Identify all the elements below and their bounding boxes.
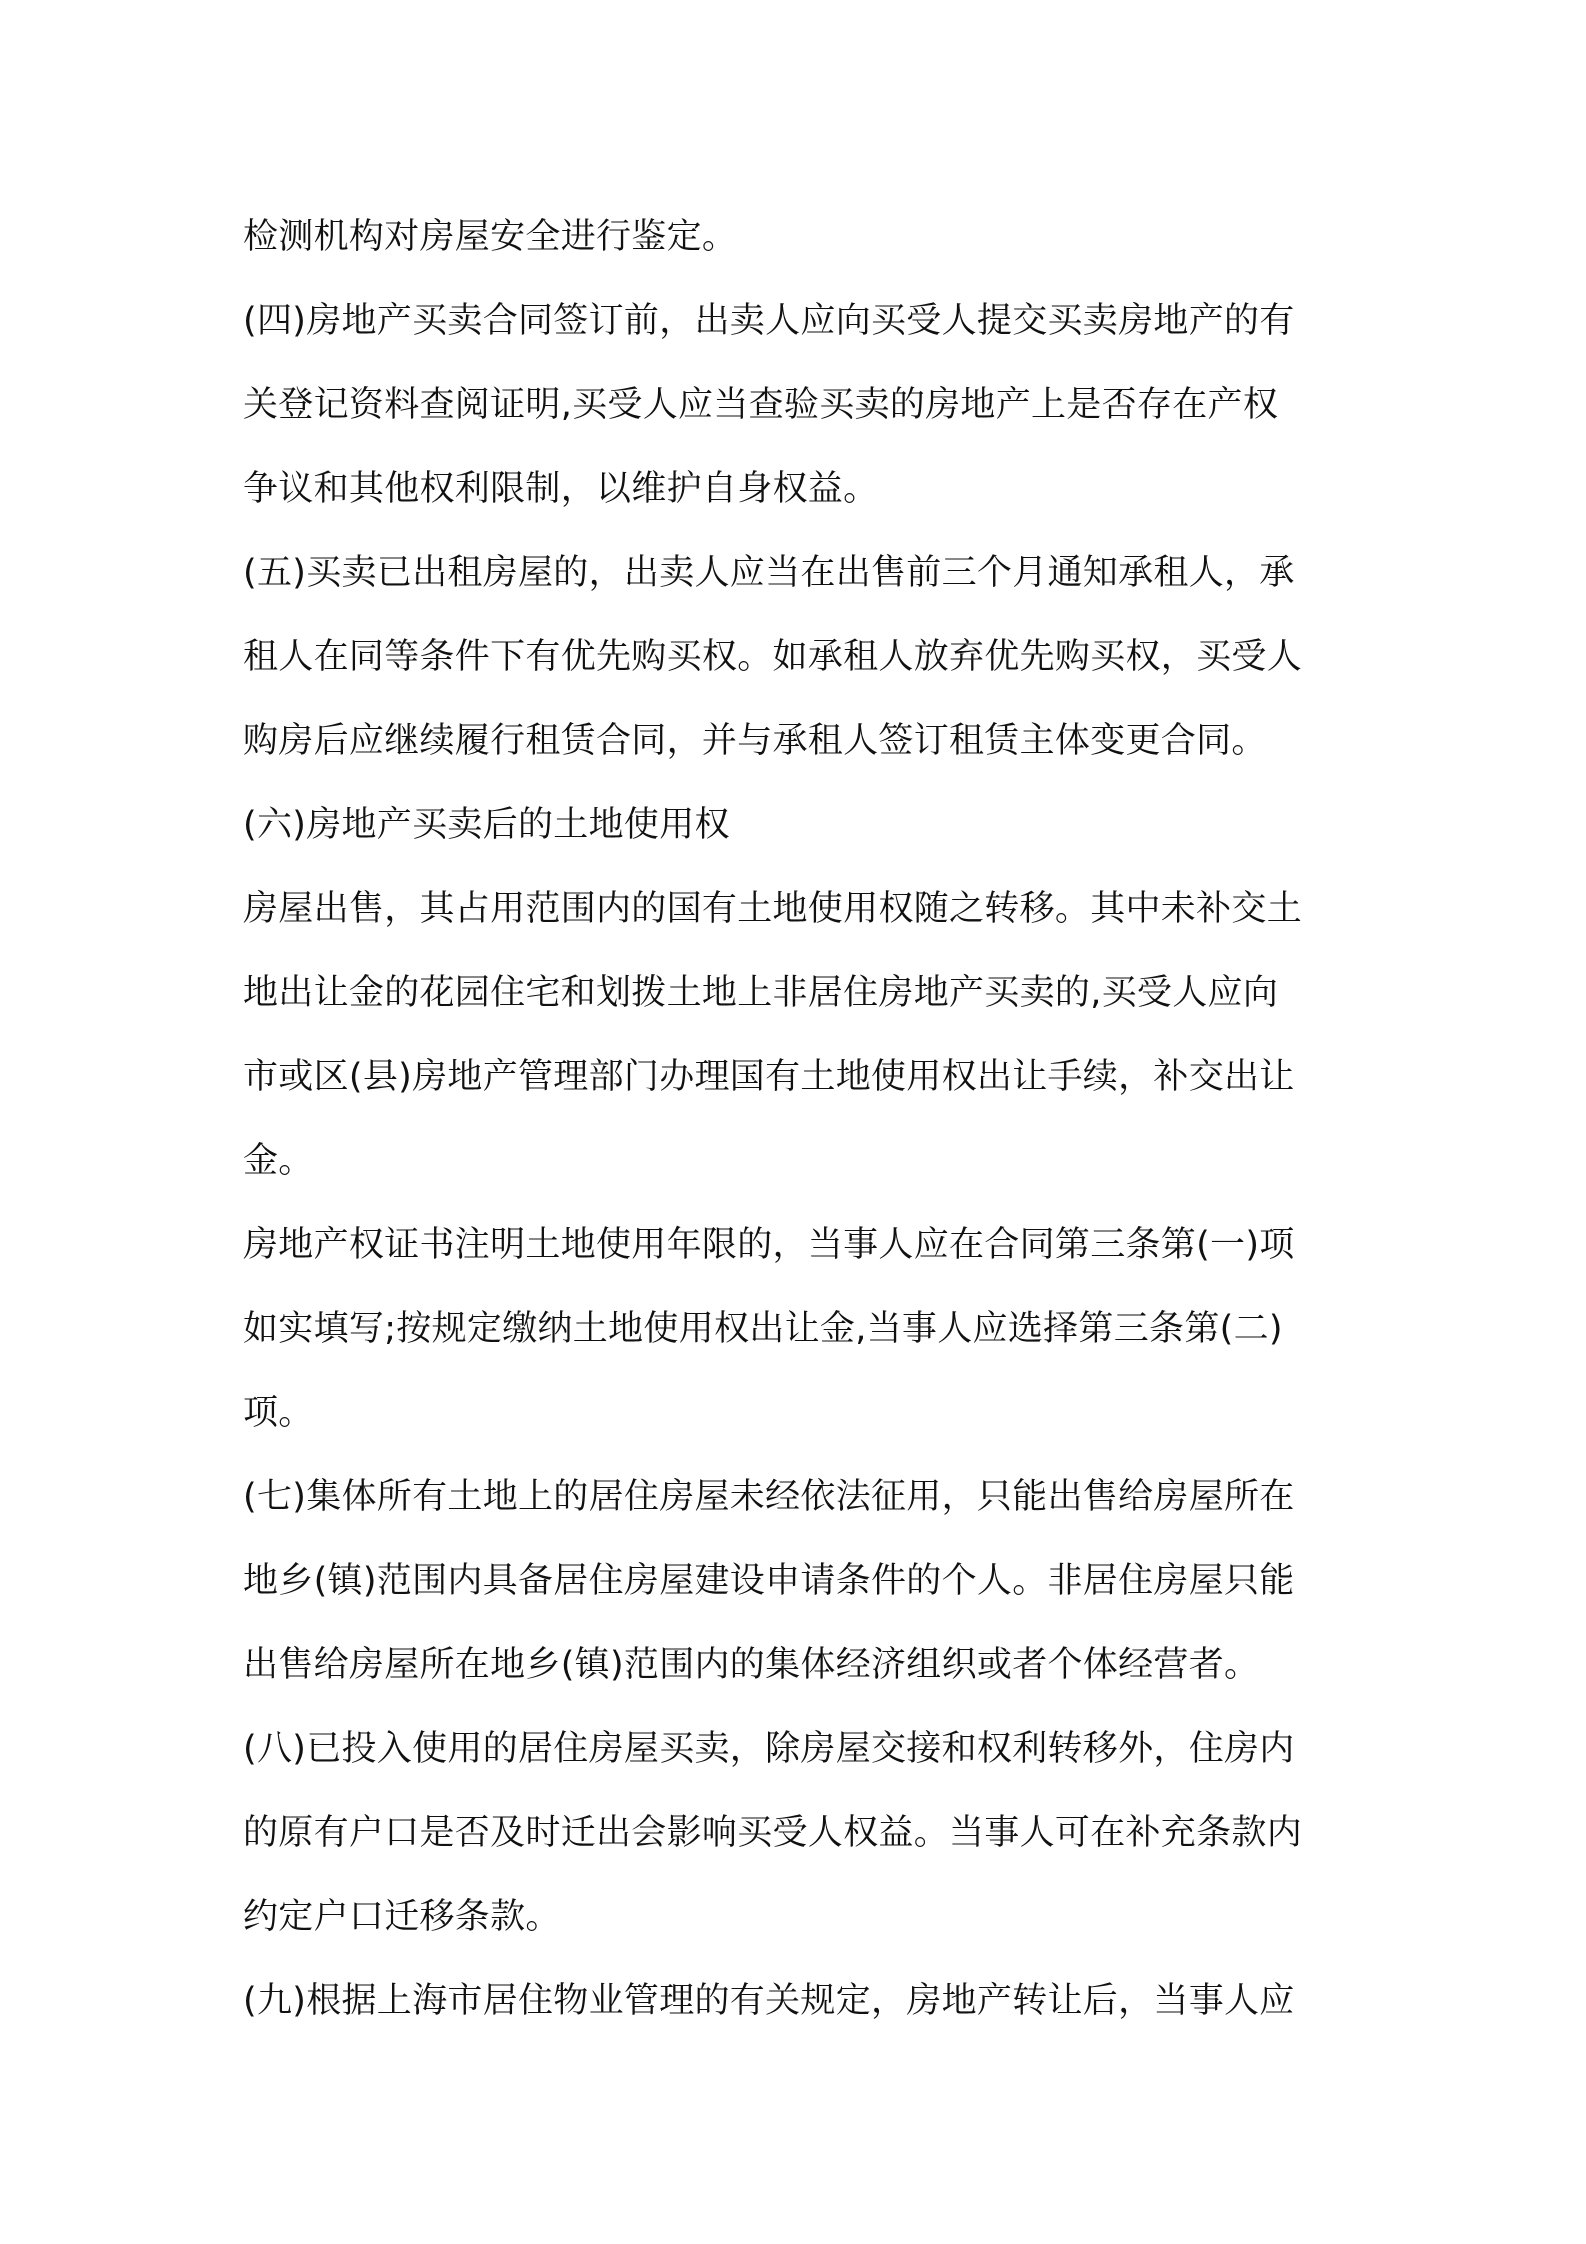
text-line-20: 的原有户口是否及时迁出会影响买受人权益。当事人可在补充条款内 bbox=[243, 1813, 1303, 1853]
text-line-12: 金。 bbox=[243, 1141, 314, 1181]
text-line-21: 约定户口迁移条款。 bbox=[243, 1897, 561, 1937]
text-line-15: 项。 bbox=[243, 1393, 314, 1433]
text-line-9: 房屋出售，其占用范围内的国有土地使用权随之转移。其中未补交土 bbox=[243, 889, 1303, 929]
text-line-13: 房地产权证书注明土地使用年限的，当事人应在合同第三条第(一)项 bbox=[243, 1225, 1295, 1265]
text-line-2: (四)房地产买卖合同签订前，出卖人应向买受人提交买卖房地产的有 bbox=[243, 301, 1295, 341]
text-line-11: 市或区(县)房地产管理部门办理国有土地使用权出让手续，补交出让 bbox=[243, 1057, 1295, 1097]
text-line-3: 关登记资料查阅证明,买受人应当查验买卖的房地产上是否存在产权 bbox=[243, 385, 1279, 425]
text-line-16: (七)集体所有土地上的居住房屋未经依法征用，只能出售给房屋所在 bbox=[243, 1477, 1295, 1517]
text-line-19: (八)已投入使用的居住房屋买卖，除房屋交接和权利转移外，住房内 bbox=[243, 1729, 1295, 1769]
text-line-4: 争议和其他权利限制，以维护自身权益。 bbox=[243, 469, 879, 509]
text-line-22: (九)根据上海市居住物业管理的有关规定，房地产转让后，当事人应 bbox=[243, 1981, 1295, 2021]
text-line-5: (五)买卖已出租房屋的，出卖人应当在出售前三个月通知承租人，承 bbox=[243, 553, 1295, 593]
text-line-6: 租人在同等条件下有优先购买权。如承租人放弃优先购买权，买受人 bbox=[243, 637, 1303, 677]
document-body bbox=[243, 195, 1363, 2043]
text-line-8: (六)房地产买卖后的土地使用权 bbox=[243, 805, 730, 845]
text-line-7: 购房后应继续履行租赁合同，并与承租人签订租赁主体变更合同。 bbox=[243, 721, 1267, 761]
text-line-14: 如实填写;按规定缴纳土地使用权出让金,当事人应选择第三条第(二) bbox=[243, 1309, 1283, 1349]
text-line-1: 检测机构对房屋安全进行鉴定。 bbox=[243, 217, 738, 257]
text-line-18: 出售给房屋所在地乡(镇)范围内的集体经济组织或者个体经营者。 bbox=[243, 1645, 1260, 1685]
text-line-10: 地出让金的花园住宅和划拨土地上非居住房地产买卖的,买受人应向 bbox=[243, 973, 1279, 1013]
text-line-17: 地乡(镇)范围内具备居住房屋建设申请条件的个人。非居住房屋只能 bbox=[243, 1561, 1295, 1601]
